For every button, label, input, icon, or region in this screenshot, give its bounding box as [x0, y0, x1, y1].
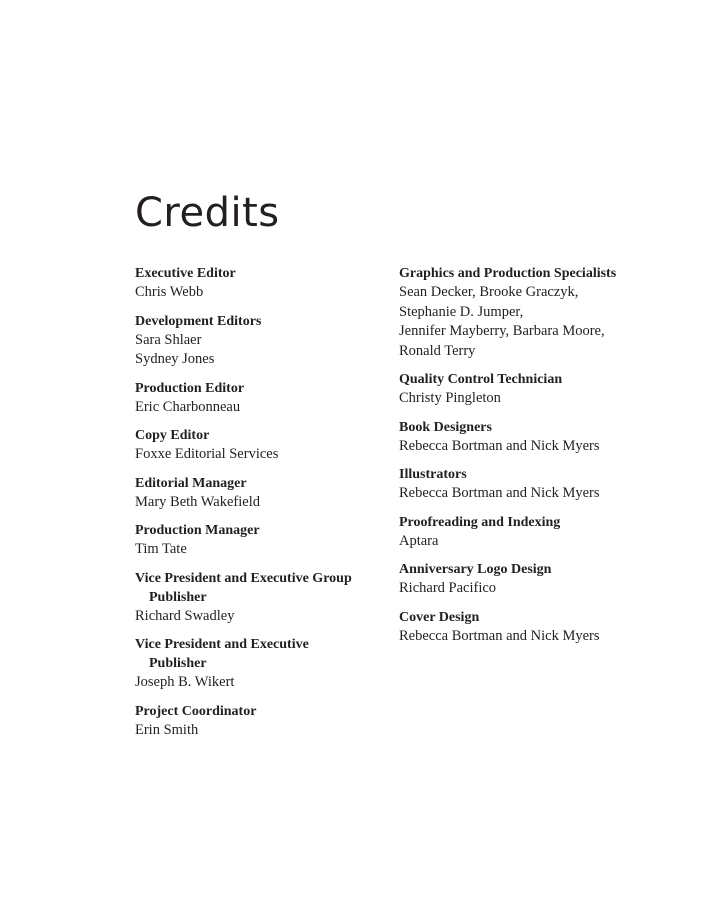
- credit-role: Anniversary Logo Design: [399, 562, 552, 577]
- credit-name: Rebecca Bortman and Nick Myers: [399, 485, 600, 501]
- credit-name: Rebecca Bortman and Nick Myers: [399, 627, 600, 644]
- credit-name: Eric Charbonneau: [135, 398, 241, 415]
- credit-entry-copy-editor: [135, 426, 375, 465]
- credit-entry-graphics-production: [399, 264, 699, 361]
- credit-entry-book-designers: [399, 418, 699, 457]
- credit-entry-production-editor: [135, 379, 375, 418]
- credit-entry-illustrators: [399, 465, 699, 504]
- credit-name: Jennifer Mayberry, Barbara Moore,: [399, 323, 605, 339]
- credit-entry-editorial-manager: [135, 474, 375, 513]
- credit-entry-production-manager: [135, 521, 375, 560]
- credit-entry-proofreading-indexing: [399, 513, 699, 552]
- credit-name: Erin Smith: [135, 721, 199, 738]
- credits-right-column: [399, 264, 699, 655]
- credit-entry-executive-editor: [135, 264, 375, 303]
- credit-entry-project-coordinator: [135, 702, 375, 741]
- credit-role: Production Editor: [135, 380, 245, 396]
- credit-name: Foxxe Editorial Services: [135, 446, 279, 462]
- credit-name: Richard Swadley: [135, 607, 235, 624]
- credit-name: Tim Tate: [135, 541, 187, 557]
- credit-name: Sydney Jones: [135, 351, 215, 367]
- credit-name: Stephanie D. Jumper,: [399, 303, 524, 320]
- credit-entry-development-editors: [135, 312, 375, 370]
- credit-role: Book Designers: [399, 419, 492, 435]
- credit-role: Vice President and Executive Publisher: [135, 637, 309, 671]
- credit-name: Rebecca Bortman and Nick Myers: [399, 437, 600, 454]
- credit-role: Vice President and Executive Group Publisher: [135, 570, 352, 605]
- credit-entry-quality-control: [399, 370, 699, 409]
- credit-entry-anniversary-logo: [399, 560, 699, 599]
- credit-role: Proofreading and Indexing: [399, 514, 561, 530]
- credit-name: Christy Pingleton: [399, 390, 501, 406]
- credit-name: Richard Pacifico: [399, 580, 497, 596]
- credit-name: Aptara: [399, 532, 439, 549]
- credit-role: Cover Design: [399, 609, 480, 625]
- credit-role: Illustrators: [399, 467, 467, 482]
- credit-entry-cover-design: [399, 608, 699, 647]
- credit-entry-vp-executive-publisher: [135, 635, 375, 693]
- credit-name: Mary Beth Wakefield: [135, 493, 260, 510]
- credit-role: Editorial Manager: [135, 475, 247, 491]
- credit-role: Production Manager: [135, 523, 260, 538]
- credit-name: Sean Decker, Brooke Graczyk,: [399, 284, 579, 300]
- page-title: Credits: [135, 190, 280, 236]
- credit-name: Joseph B. Wikert: [135, 674, 235, 690]
- credit-role: Copy Editor: [135, 428, 210, 443]
- credit-name: Ronald Terry: [399, 342, 476, 359]
- credit-role: Development Editors: [135, 313, 262, 329]
- credits-left-column: [135, 264, 375, 749]
- credit-role: Project Coordinator: [135, 703, 257, 719]
- credit-role: Quality Control Technician: [399, 372, 563, 387]
- credit-entry-vp-executive-group-publisher: [135, 569, 375, 627]
- credit-name: Chris Webb: [135, 284, 204, 300]
- credit-name: Sara Shlaer: [135, 331, 202, 348]
- credit-role: Graphics and Production Specialists: [399, 266, 617, 281]
- credit-role: Executive Editor: [135, 266, 236, 281]
